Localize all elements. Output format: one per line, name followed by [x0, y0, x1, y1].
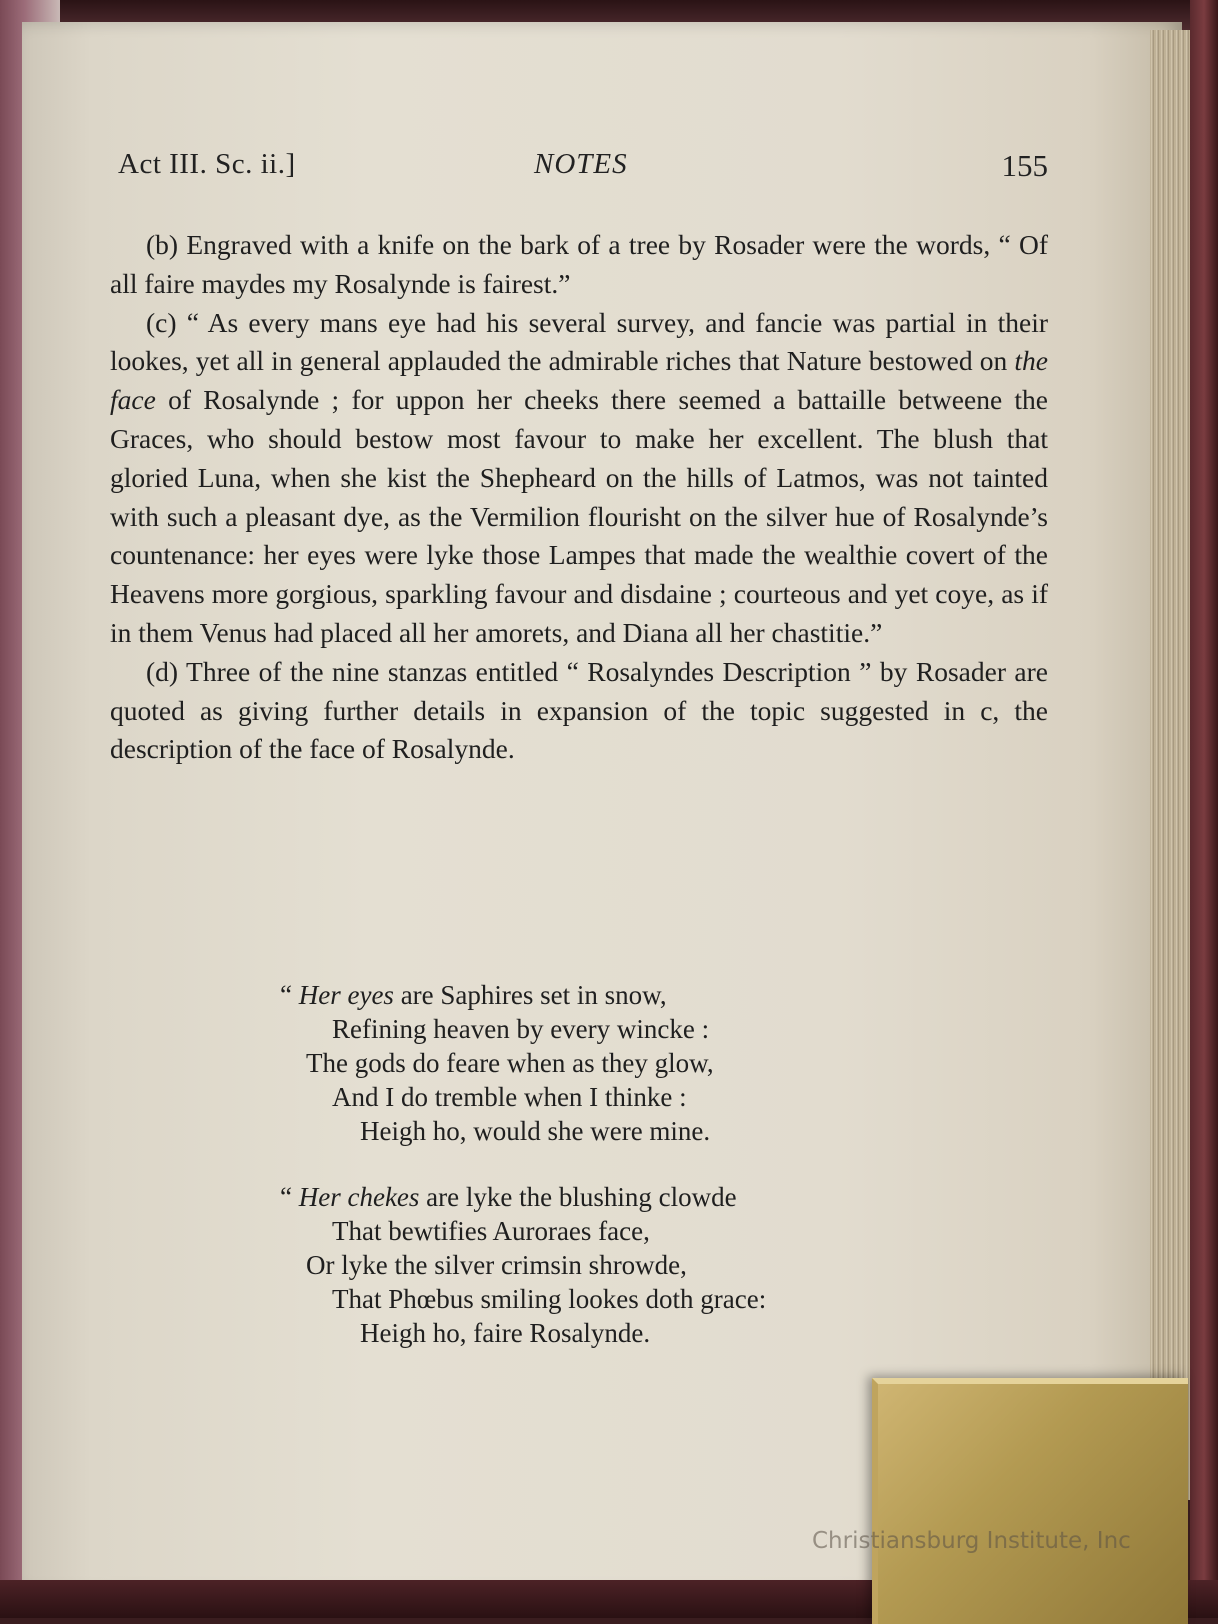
watermark: Christiansburg Institute, Inc — [812, 1528, 1131, 1554]
open-quote: “ — [280, 1182, 292, 1212]
stanza-text: are Saphires set in snow, — [400, 980, 667, 1010]
stanza-italic: Her chekes — [298, 1182, 420, 1212]
stanza-italic: Her eyes — [298, 980, 394, 1010]
stanza-2 — [280, 1180, 900, 1350]
running-head: Act III. Sc. ii.] — [118, 148, 296, 180]
stanza-line — [280, 1180, 900, 1214]
running-title: NOTES — [534, 148, 628, 180]
stanza-line: That Phœbus smiling lookes doth grace: — [332, 1284, 767, 1314]
note-c — [110, 304, 1048, 653]
open-quote: “ — [280, 980, 292, 1010]
brass-page-holder — [872, 1378, 1188, 1624]
note-label: (b) — [146, 229, 179, 260]
page-edges — [1150, 30, 1190, 1500]
note-d — [110, 653, 1048, 769]
note-italic: the face — [110, 345, 1049, 416]
stanza-1 — [280, 978, 900, 1148]
page-number: 155 — [1001, 148, 1048, 183]
book-cover-right — [1190, 0, 1218, 1618]
stanza-line: Heigh ho, faire Rosalynde. — [360, 1318, 651, 1348]
stanza-text: are lyke the blushing clowde — [426, 1182, 737, 1212]
stanza-line — [280, 978, 900, 1012]
note-text: Three of the nine stanzas entitled “ Rosalyndes Description ” by Rosader are quoted as giving further details in expansion of the topic suggested in c, the description of the face of Rosalynde. — [110, 655, 1049, 765]
stanza-line: Refining heaven by every wincke : — [332, 1014, 710, 1044]
note-text: Engraved with a knife on the bark of a tree by Rosader were the words, “ Of all faire maydes my Rosalynde is fairest.” — [110, 229, 1048, 299]
note-text: of Rosalynde ; for uppon her cheeks there seemed a battaille betweene the Graces, who should bestow most favour to make her excellent. The blush that gloried Luna, when she kist the Shepheard on the hills of Latmos, was not tainted with such a pleasant dye, as the Vermilion flourisht on the silver hue of Rosalynde’s countenance: her eyes were lyke those Lampes that made the wealthie covert of the Heavens more gorgious, sparkling favour and disdaine ; courteous and yet coye, as if in them Venus had placed all her amorets, and Diana all her chastitie.” — [110, 384, 1048, 648]
stanza-line: Heigh ho, would she were mine. — [360, 1116, 711, 1146]
stanza-line: And I do tremble when I thinke : — [332, 1082, 687, 1112]
note-label: (c) — [146, 306, 177, 338]
notes-body — [110, 226, 1048, 769]
page-header — [118, 148, 1048, 188]
stanza-line: That bewtifies Auroraes face, — [332, 1216, 650, 1246]
stanza-line: Or lyke the silver crimsin shrowde, — [306, 1250, 687, 1280]
stanza-line: The gods do feare when as they glow, — [306, 1048, 714, 1078]
note-label: (d) — [146, 655, 179, 687]
note-text: “ As every mans eye had his several survey, and fancie was partial in their lookes, yet all in general applauded the admirable riches that Nature bestowed on — [110, 306, 1049, 377]
note-b — [110, 226, 1048, 304]
